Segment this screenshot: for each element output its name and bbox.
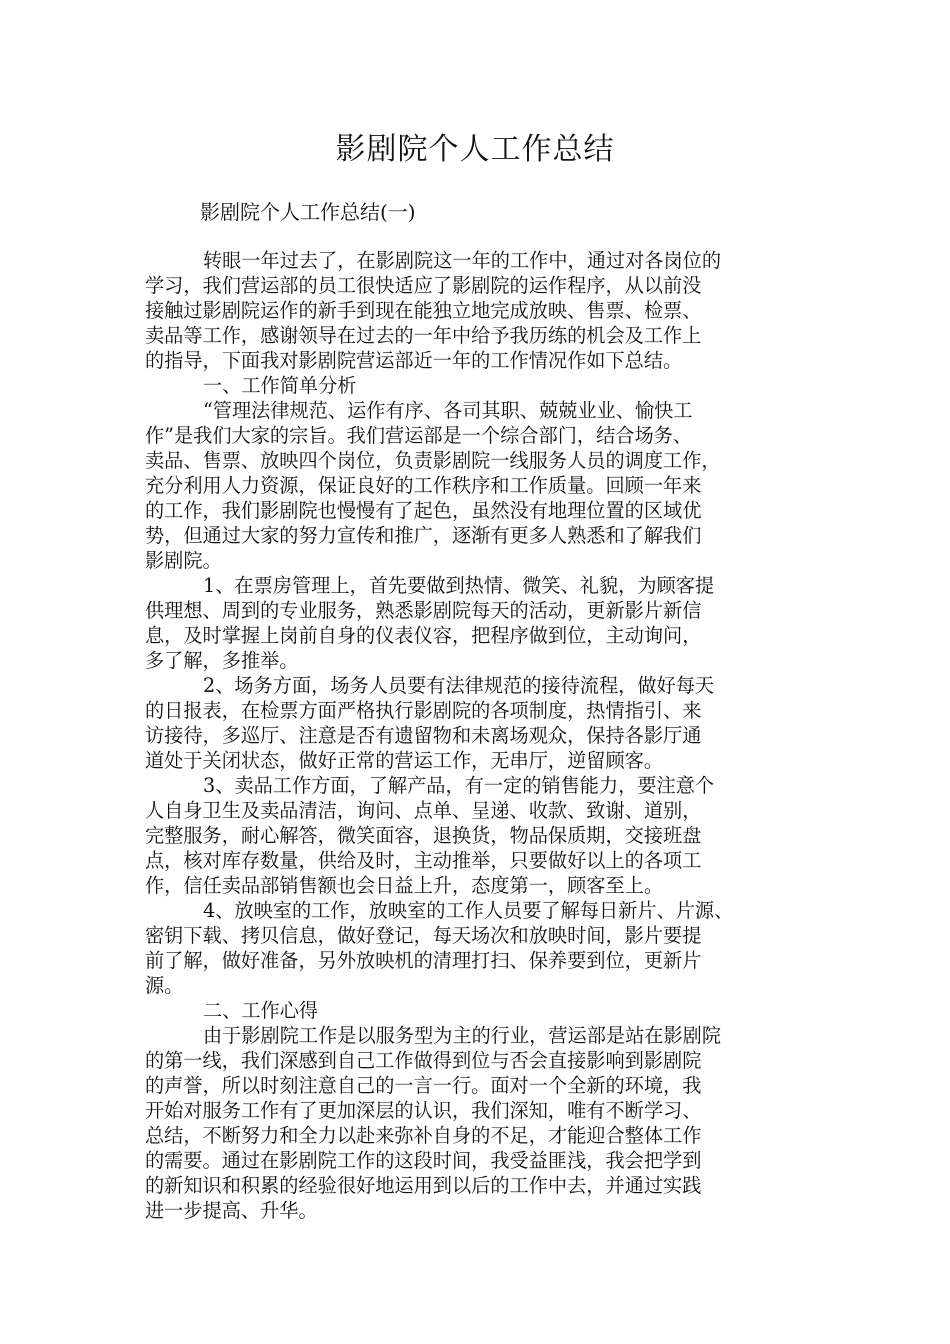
text-line: 由于影剧院工作是以服务型为主的行业，营运部是站在影剧院 [203, 1024, 722, 1047]
text-line: 的需要。通过在影剧院工作的这段时间，我受益匪浅，我会把学到 [145, 1149, 702, 1172]
text-line: 源。 [145, 974, 184, 997]
text-line: 前了解，做好准备，另外放映机的清理打扫、保养要到位，更新片 [145, 949, 702, 972]
text-line: 4、放映室的工作，放映室的工作人员要了解每日新片、片源、 [203, 899, 734, 922]
text-line: 3、卖品工作方面，了解产品，有一定的销售能力，要注意个 [203, 774, 715, 797]
text-line: 作”是我们大家的宗旨。我们营运部是一个综合部门，结合场务、 [145, 424, 693, 447]
text-line: 作，信任卖品部销售额也会日益上升，态度第一，顾客至上。 [145, 874, 664, 897]
text-line: 卖品等工作，感谢领导在过去的一年中给予我历练的机会及工作上 [145, 324, 702, 347]
text-line: 2、场务方面，场务人员要有法律规范的接待流程，做好每天 [203, 674, 715, 697]
text-line: 学习，我们营运部的员工很快适应了影剧院的运作程序，从以前没 [145, 274, 702, 297]
text-line: 的日报表，在检票方面严格执行影剧院的各项制度，热情指引、来 [145, 699, 702, 722]
text-line: 息，及时掌握上岗前自身的仪表仪容，把程序做到位，主动询问， [145, 624, 702, 647]
text-line: 一、工作简单分析 [203, 374, 357, 397]
text-line: 点，核对库存数量，供给及时，主动推举，只要做好以上的各项工 [145, 849, 702, 872]
text-line: 开始对服务工作有了更加深层的认识，我们深知，唯有不断学习、 [145, 1099, 702, 1122]
text-line: “管理法律规范、运作有序、各司其职、兢兢业业、愉快工 [203, 399, 693, 422]
text-line: 转眼一年过去了，在影剧院这一年的工作中，通过对各岗位的 [203, 249, 722, 272]
text-line: 接触过影剧院运作的新手到现在能独立地完成放映、售票、检票、 [145, 299, 702, 322]
text-line: 密钥下载、拷贝信息，做好登记，每天场次和放映时间，影片要提 [145, 924, 702, 947]
text-line: 供理想、周到的专业服务，熟悉影剧院每天的活动，更新影片新信 [145, 599, 702, 622]
text-line: 的声誉，所以时刻注意自己的一言一行。面对一个全新的环境，我 [145, 1074, 702, 1097]
text-line: 二、工作心得 [203, 999, 319, 1022]
text-line: 多了解，多推举。 [145, 649, 299, 672]
text-line: 卖品、售票、放映四个岗位，负责影剧院一线服务人员的调度工作， [145, 449, 721, 472]
body-text [145, 248, 825, 1223]
text-line: 的工作，我们影剧院也慢慢有了起色，虽然没有地理位置的区域优 [145, 499, 702, 522]
text-line: 人自身卫生及卖品清洁，询问、点单、呈递、收款、致谢、道别， [145, 799, 702, 822]
text-line: 总结，不断努力和全力以赴来弥补自身的不足，才能迎合整体工作 [145, 1124, 702, 1147]
text-line: 道处于关闭状态，做好正常的营运工作，无串厅，逆留顾客。 [145, 749, 664, 772]
text-line: 势，但通过大家的努力宣传和推广，逐渐有更多人熟悉和了解我们 [145, 524, 702, 547]
text-line: 完整服务，耐心解答，微笑面容，退换货，物品保质期，交接班盘 [145, 824, 702, 847]
text-line: 充分利用人力资源，保证良好的工作秩序和工作质量。回顾一年来 [145, 474, 702, 497]
document-subtitle: 影剧院个人工作总结(一) [200, 200, 416, 224]
text-line: 1、在票房管理上，首先要做到热情、微笑、礼貌，为顾客提 [203, 574, 715, 597]
page-title: 影剧院个人工作总结 [335, 132, 615, 167]
text-line: 的新知识和积累的经验很好地运用到以后的工作中去，并通过实践 [145, 1174, 702, 1197]
text-line: 的第一线，我们深感到自己工作做得到位与否会直接影响到影剧院 [145, 1049, 702, 1072]
text-line: 访接待，多巡厅、注意是否有遗留物和未离场观众，保持各影厅通 [145, 724, 702, 747]
text-line: 进一步提高、升华。 [145, 1199, 318, 1222]
text-line: 影剧院。 [145, 549, 222, 572]
text-line: 的指导，下面我对影剧院营运部近一年的工作情况作如下总结。 [145, 349, 683, 372]
